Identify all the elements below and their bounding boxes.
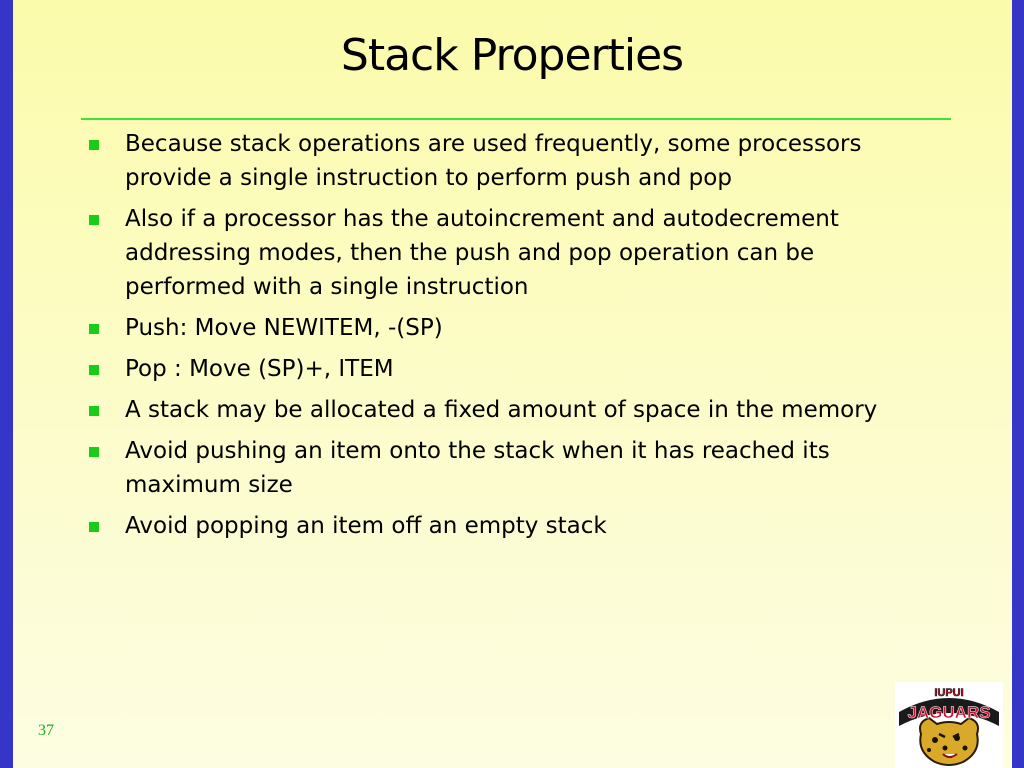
bullet-item (125, 393, 935, 427)
bullet-text: Pop : Move (SP)+, ITEM (125, 356, 394, 382)
square-bullet-icon (89, 215, 99, 225)
bullet-item (125, 352, 935, 386)
square-bullet-icon (89, 324, 99, 334)
jaguars-logo (895, 682, 1003, 768)
square-bullet-icon (89, 522, 99, 532)
bullet-item (125, 202, 935, 304)
bullet-item (125, 434, 935, 502)
bullet-text: Because stack operations are used frequently, some processors provide a single instruction to perform push and pop (125, 131, 862, 191)
logo-main-text: JAGUARS (907, 703, 991, 722)
bullet-item (125, 311, 935, 345)
square-bullet-icon (89, 406, 99, 416)
jaguar-mascot-icon (920, 718, 978, 765)
bullet-item (125, 127, 935, 195)
page-number: 37 (38, 722, 54, 739)
title-divider (81, 118, 951, 120)
bullet-text: Push: Move NEWITEM, -(SP) (125, 315, 443, 341)
square-bullet-icon (89, 447, 99, 457)
square-bullet-icon (89, 140, 99, 150)
bullet-list (125, 127, 935, 550)
bullet-text: A stack may be allocated a fixed amount of space in the memory (125, 397, 878, 423)
left-side-bar (0, 0, 13, 768)
slide-title: Stack Properties (340, 30, 684, 81)
bullet-text: Avoid pushing an item onto the stack when it has reached its maximum size (125, 438, 830, 498)
bullet-text: Also if a processor has the autoincrement and autodecrement addressing modes, then the push and pop operation can be performed with a single instruction (125, 206, 839, 300)
bullet-text: Avoid popping an item off an empty stack (125, 513, 607, 539)
bullet-item (125, 509, 935, 543)
square-bullet-icon (89, 365, 99, 375)
logo-top-text: IUPUI (934, 687, 964, 699)
right-side-bar (1012, 0, 1024, 768)
